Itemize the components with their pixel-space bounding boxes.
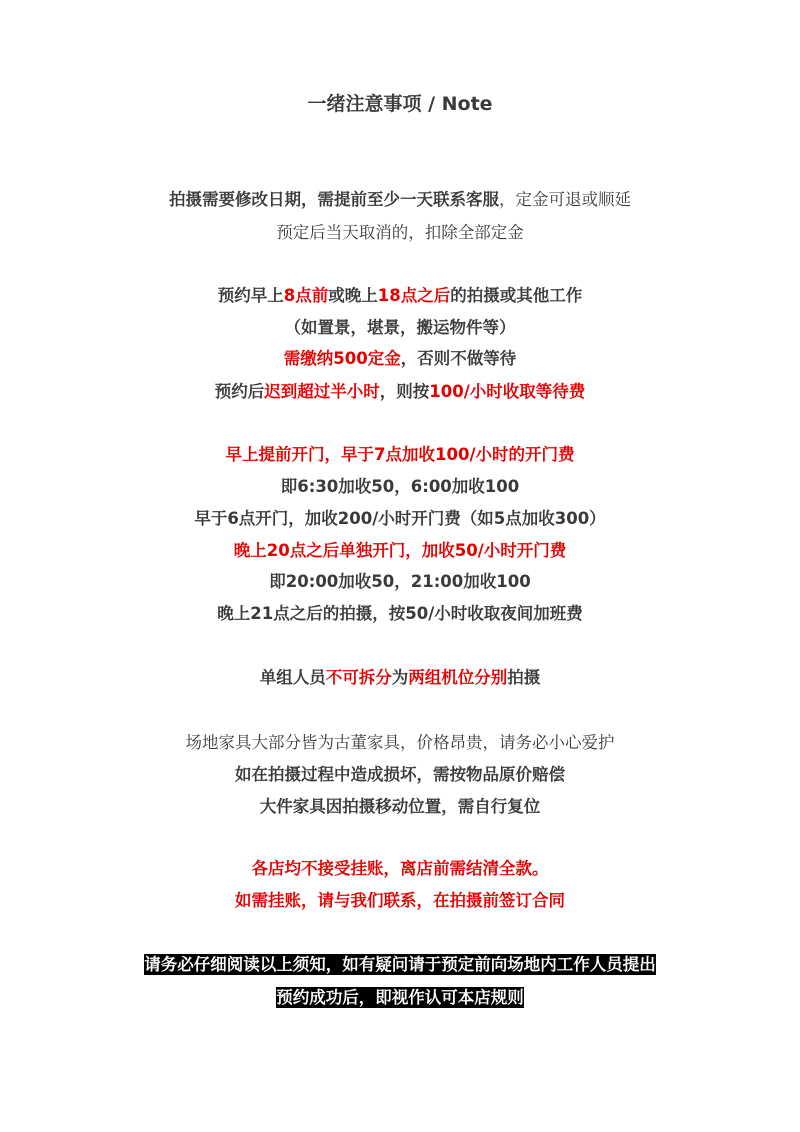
- notice-line-l16: [0, 795, 800, 819]
- line-text: [235, 891, 565, 910]
- segment-text: 或晚上: [328, 286, 378, 305]
- emphasis-text: 迟到超过半小时: [264, 382, 380, 401]
- notice-line-l3: [0, 284, 800, 308]
- segment-text: 拍摄需要修改日期，需提前至少一天联系客服: [169, 190, 499, 209]
- emphasis-text: 早上提前开门，早于7点加收100/小时的开门费: [225, 445, 575, 464]
- emphasis-text: 8点前: [283, 286, 329, 305]
- line-text: [260, 797, 541, 816]
- segment-text: ，则按: [379, 382, 430, 401]
- line-text: [194, 509, 605, 528]
- segment-text: 预约早上: [217, 286, 284, 305]
- line-text: [284, 349, 516, 368]
- segment-text: 如在拍摄过程中造成损坏，需按物品原价赔偿: [235, 765, 565, 784]
- segment-text: 预定后当天取消的，扣除全部定金: [276, 223, 524, 242]
- notice-line-l8: [0, 475, 800, 499]
- segment-text: 即6:30加收50，6:00加收100: [280, 477, 520, 496]
- line-text: [218, 286, 582, 305]
- line-text: [285, 318, 516, 337]
- notice-line-l7: [0, 443, 800, 467]
- emphasis-text: 18点之后: [377, 286, 451, 305]
- highlight-text: [276, 987, 524, 1008]
- notice-line-l6: [0, 380, 800, 404]
- highlight-line-l19: [0, 953, 800, 977]
- segment-text: ，定金可退或顺延: [499, 190, 631, 209]
- notice-line-l18: [0, 889, 800, 913]
- line-text: [281, 477, 520, 496]
- segment-text: ，否则不做等待: [400, 349, 517, 368]
- line-text: [226, 445, 575, 464]
- notice-line-l12: [0, 602, 800, 626]
- line-text: [217, 604, 582, 623]
- notice-line-l4: [0, 316, 800, 340]
- emphasis-text: 两组机位分别: [408, 668, 508, 687]
- notice-line-l9: [0, 507, 800, 531]
- line-text: [215, 382, 585, 401]
- notice-line-l15: [0, 763, 800, 787]
- emphasis-text: 如需挂账，请与我们联系，在拍摄前签订合同: [235, 891, 565, 910]
- emphasis-text: 100/小时收取等待费: [429, 382, 586, 401]
- notice-line-l2: [0, 221, 800, 245]
- segment-text: 的拍摄或其他工作: [450, 286, 583, 305]
- emphasis-text: 不可拆分: [325, 668, 392, 687]
- emphasis-text: 需缴纳500定金: [283, 349, 401, 368]
- segment-text: 单组人员: [259, 668, 326, 687]
- line-text: [169, 190, 631, 209]
- notice-line-l1: [0, 188, 800, 212]
- highlight-line-l20: [0, 986, 800, 1010]
- line-text: [252, 859, 549, 878]
- line-text: [186, 733, 615, 752]
- line-text: [234, 541, 566, 560]
- segment-text: 预约后: [214, 382, 265, 401]
- segment-text: 为: [391, 668, 409, 687]
- notice-line-l13: [0, 666, 800, 690]
- segment-text: 请务必仔细阅读以上须知，如有疑问请于预定前向场地内工作人员提出: [144, 955, 656, 974]
- notice-line-l5: [0, 347, 800, 371]
- line-text: [235, 765, 565, 784]
- segment-text: 场地家具大部分皆为古董家具，价格昂贵，请务必小心爱护: [185, 733, 615, 752]
- segment-text: 大件家具因拍摄移动位置，需自行复位: [259, 797, 541, 816]
- line-text: [269, 572, 530, 591]
- segment-text: 晚上21点之后的拍摄，按50/小时收取夜间加班费: [217, 604, 583, 623]
- notice-line-l14: [0, 731, 800, 755]
- segment-text: 即20:00加收50，21:00加收100: [269, 572, 531, 591]
- notice-line-l11: [0, 570, 800, 594]
- emphasis-text: 晚上20点之后单独开门，加收50/小时开门费: [233, 541, 567, 560]
- highlight-text: [144, 954, 656, 975]
- segment-text: 预约成功后，即视作认可本店规则: [276, 988, 524, 1007]
- line-text: [260, 668, 541, 687]
- page-title: 一绪注意事项 / Note: [307, 93, 493, 115]
- segment-text: （如置景，堪景，搬运物件等）: [284, 318, 516, 337]
- line-text: [276, 223, 524, 242]
- segment-text: 早于6点开门，加收200/小时开门费（如5点加收300）: [194, 509, 606, 528]
- emphasis-text: 各店均不接受挂账，离店前需结清全款。: [251, 859, 549, 878]
- notice-line-l10: [0, 539, 800, 563]
- notice-line-l17: [0, 857, 800, 881]
- segment-text: 拍摄: [507, 668, 541, 687]
